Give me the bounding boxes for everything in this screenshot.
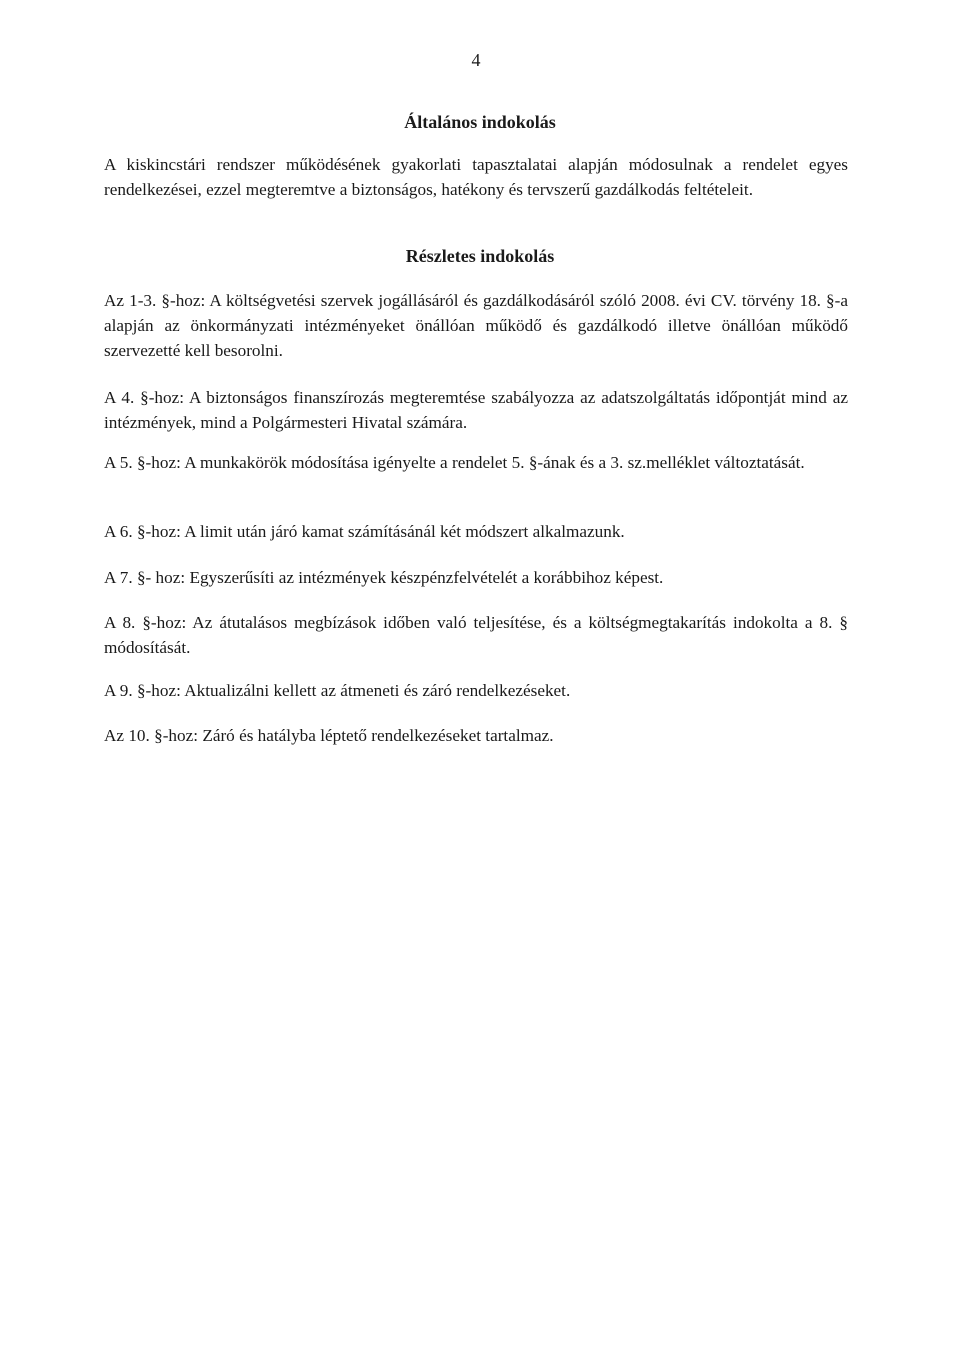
section-9-justification: A 9. §-hoz: Aktualizálni kellett az átmeneti és záró rendelkezéseket. (104, 681, 571, 700)
section-8-justification: A 8. §-hoz: Az átutalásos megbízások időben való teljesítése, és a költségmegtakarítás indokolta a 8. § módosítását. (104, 613, 848, 657)
page-number: 4 (471, 50, 481, 70)
general-justification-heading: Általános indokolás (404, 112, 556, 132)
section-10-justification: Az 10. §-hoz: Záró és hatályba léptető rendelkezéseket tartalmaz. (104, 726, 554, 745)
section-7-justification: A 7. §- hoz: Egyszerűsíti az intézmények készpénzfelvételét a korábbihoz képest. (104, 568, 664, 587)
section-4-justification: A 4. §-hoz: A biztonságos finanszírozás megteremtése szabályozza az adatszolgáltatás időpontját mind az intézmények, mind a Polgármesteri Hivatal számára. (104, 388, 848, 432)
section-6-justification: A 6. §-hoz: A limit után járó kamat számításánál két módszert alkalmazunk. (104, 522, 625, 541)
section-1-3-justification: Az 1-3. §-hoz: A költségvetési szervek jogállásáról és gazdálkodásáról szóló 2008. évi CV. törvény 18. §-a alapján az önkormányzati intézményeket önállóan működő és gazdálkodó illetve önállóan működő szervezetté kell besorolni. (104, 291, 848, 360)
general-justification-text: A kiskincstári rendszer működésének gyakorlati tapasztalatai alapján módosulnak a rendelet egyes rendelkezései, ezzel megteremtve a biztonságos, hatékony és tervszerű gazdálkodás feltételeit. (104, 155, 848, 199)
detailed-justification-heading: Részletes indokolás (405, 246, 555, 266)
section-5-justification: A 5. §-hoz: A munkakörök módosítása igényelte a rendelet 5. §-ának és a 3. sz.melléklet változtatását. (104, 453, 805, 472)
